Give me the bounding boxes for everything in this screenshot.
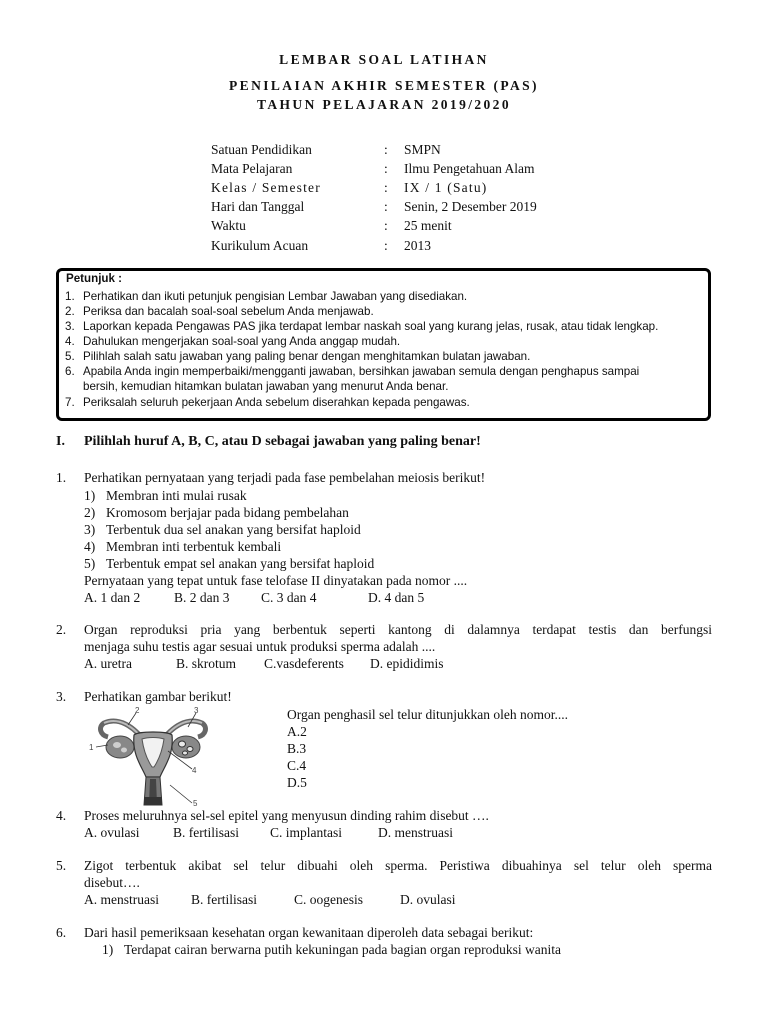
statement-text: Terbentuk empat sel anakan yang bersifat haploid — [106, 556, 375, 571]
option-d[interactable]: D. epididimis — [370, 656, 444, 671]
option-a[interactable]: A. ovulasi — [84, 825, 140, 840]
question-number: 5. — [56, 858, 67, 873]
instruction-text: Periksalah seluruh pekerjaan Anda sebelum diserahkan kepada pengawas. — [83, 396, 470, 409]
info-label: Waktu — [211, 218, 246, 233]
instruction-number: 1. — [65, 290, 75, 303]
question-stem: Perhatikan pernyataan yang terjadi pada fase pembelahan meiosis berikut! — [84, 470, 486, 485]
instruction-number: 6. — [65, 365, 75, 378]
option-b[interactable]: B.3 — [287, 741, 307, 756]
instructions-box — [56, 268, 711, 421]
info-value: IX / 1 (Satu) — [404, 180, 488, 195]
statement-number: 3) — [84, 522, 96, 537]
question-stem: Proses meluruhnya sel-sel epitel yang menyusun dinding rahim disebut …. — [84, 808, 489, 823]
statement-text: Membran inti terbentuk kembali — [106, 539, 282, 554]
question-number: 3. — [56, 689, 67, 704]
info-colon: : — [384, 218, 388, 233]
reproductive-system-figure — [88, 705, 218, 809]
option-d[interactable]: D. menstruasi — [378, 825, 453, 840]
option-a[interactable]: A.2 — [287, 724, 307, 739]
figure-label-4: 4 — [192, 766, 197, 775]
academic-year: TAHUN PELAJARAN 2019/2020 — [256, 97, 511, 112]
question-number: 6. — [56, 925, 67, 940]
statement-text: Membran inti mulai rusak — [106, 488, 247, 503]
instruction-number: 7. — [65, 396, 75, 409]
statement-number: 1) — [102, 942, 114, 957]
info-row-time — [211, 216, 671, 235]
doc-title: LEMBAR SOAL LATIHAN — [279, 52, 489, 67]
info-label: Mata Pelajaran — [211, 161, 293, 176]
info-value: SMPN — [404, 142, 441, 157]
instruction-number: 4. — [65, 335, 75, 348]
info-colon: : — [384, 161, 388, 176]
question-ask: Pernyataan yang tepat untuk fase telofase II dinyatakan pada nomor .... — [84, 573, 468, 588]
option-a[interactable]: A. menstruasi — [84, 892, 159, 907]
instruction-text: Dahulukan mengerjakan soal-soal yang Anda anggap mudah. — [83, 335, 401, 348]
instruction-text: Pilihlah salah satu jawaban yang paling benar dengan menghitamkan bulatan jawaban. — [83, 350, 531, 363]
option-c[interactable]: C. 3 dan 4 — [261, 590, 317, 605]
instruction-text: Apabila Anda ingin memperbaiki/mengganti jawaban, bersihkan jawaban semula dengan penghapus sampai — [83, 365, 640, 378]
info-row-curriculum — [211, 236, 671, 255]
exam-name: PENILAIAN AKHIR SEMESTER (PAS) — [229, 78, 539, 93]
instruction-number: 5. — [65, 350, 75, 363]
figure-drawing — [101, 721, 206, 805]
info-row-school — [211, 140, 671, 159]
info-colon: : — [384, 180, 388, 195]
statement-number: 4) — [84, 539, 96, 554]
option-b[interactable]: B. skrotum — [176, 656, 237, 671]
section-number: I. — [56, 434, 65, 449]
instruction-text: Perhatikan dan ikuti petunjuk pengisian Lembar Jawaban yang disediakan. — [83, 290, 468, 303]
info-colon: : — [384, 199, 388, 214]
option-d[interactable]: D.5 — [287, 775, 307, 790]
question-number: 1. — [56, 470, 67, 485]
info-colon: : — [384, 238, 388, 253]
option-d[interactable]: D. ovulasi — [400, 892, 456, 907]
info-label: Hari dan Tanggal — [211, 199, 305, 214]
statement-number: 2) — [84, 505, 96, 520]
statement-text: Terdapat cairan berwarna putih kekuningan pada bagian organ reproduksi wanita — [124, 942, 562, 957]
info-label: Kelas / Semester — [211, 180, 321, 195]
option-b[interactable]: B. fertilisasi — [173, 825, 239, 840]
question-stem-continuation: menjaga suhu testis agar sesuai untuk produksi sperma adalah .... — [84, 639, 436, 654]
option-a[interactable]: A. 1 dan 2 — [84, 590, 141, 605]
question-number: 2. — [56, 622, 67, 637]
info-colon: : — [384, 142, 388, 157]
option-c[interactable]: C. oogenesis — [294, 892, 363, 907]
option-b[interactable]: B. fertilisasi — [191, 892, 257, 907]
info-row-subject — [211, 159, 671, 178]
info-label: Satuan Pendidikan — [211, 142, 312, 157]
figure-label-5: 5 — [193, 799, 198, 808]
statement-text: Terbentuk dua sel anakan yang bersifat haploid — [106, 522, 361, 537]
question-number: 4. — [56, 808, 67, 823]
info-value: Ilmu Pengetahuan Alam — [404, 161, 535, 176]
question-stem: Zigot terbentuk akibat sel telur dibuahi oleh sperma. Peristiwa dibuahinya sel telur oleh sperma — [84, 858, 712, 873]
question-stem-continuation: disebut…. — [84, 875, 140, 890]
info-row-date — [211, 197, 671, 216]
figure-label-1: 1 — [89, 743, 94, 752]
info-label: Kurikulum Acuan — [211, 238, 309, 253]
option-d[interactable]: D. 4 dan 5 — [368, 590, 425, 605]
info-value: 25 menit — [404, 218, 452, 233]
question-stem: Organ reproduksi pria yang berbentuk seperti kantong di dalamnya terdapat testis dan berfungsi — [84, 622, 712, 637]
section-title: Pilihlah huruf A, B, C, atau D sebagai jawaban yang paling benar! — [84, 434, 481, 449]
instruction-number: 3. — [65, 320, 75, 333]
question-ask: Organ penghasil sel telur ditunjukkan oleh nomor.... — [287, 707, 568, 722]
info-value: Senin, 2 Desember 2019 — [404, 199, 537, 214]
instruction-text: Laporkan kepada Pengawas PAS jika terdapat lembar naskah soal yang kurang jelas, rusak, atau tidak lengkap. — [83, 320, 659, 333]
option-c[interactable]: C.4 — [287, 758, 307, 773]
instruction-text: Periksa dan bacalah soal-soal sebelum Anda menjawab. — [83, 305, 374, 318]
instruction-number: 2. — [65, 305, 75, 318]
statement-number: 1) — [84, 488, 96, 503]
figure-label-3: 3 — [194, 706, 199, 715]
leader-line-5 — [170, 785, 192, 803]
option-b[interactable]: B. 2 dan 3 — [174, 590, 230, 605]
question-stem: Perhatikan gambar berikut! — [84, 689, 232, 704]
option-c[interactable]: C.vasdeferents — [264, 656, 344, 671]
instruction-text: bersih, kemudian hitamkan bulatan jawaban yang menurut Anda benar. — [83, 380, 449, 393]
figure-label-2: 2 — [135, 706, 140, 715]
option-c[interactable]: C. implantasi — [270, 825, 342, 840]
info-value: 2013 — [404, 238, 431, 253]
statement-number: 5) — [84, 556, 96, 571]
statement-text: Kromosom berjajar pada bidang pembelahan — [106, 505, 349, 520]
option-a[interactable]: A. uretra — [84, 656, 132, 671]
question-stem: Dari hasil pemeriksaan kesehatan organ kewanitaan diperoleh data sebagai berikut: — [84, 925, 534, 940]
info-row-class — [211, 178, 671, 197]
instructions-heading: Petunjuk : — [66, 272, 123, 285]
